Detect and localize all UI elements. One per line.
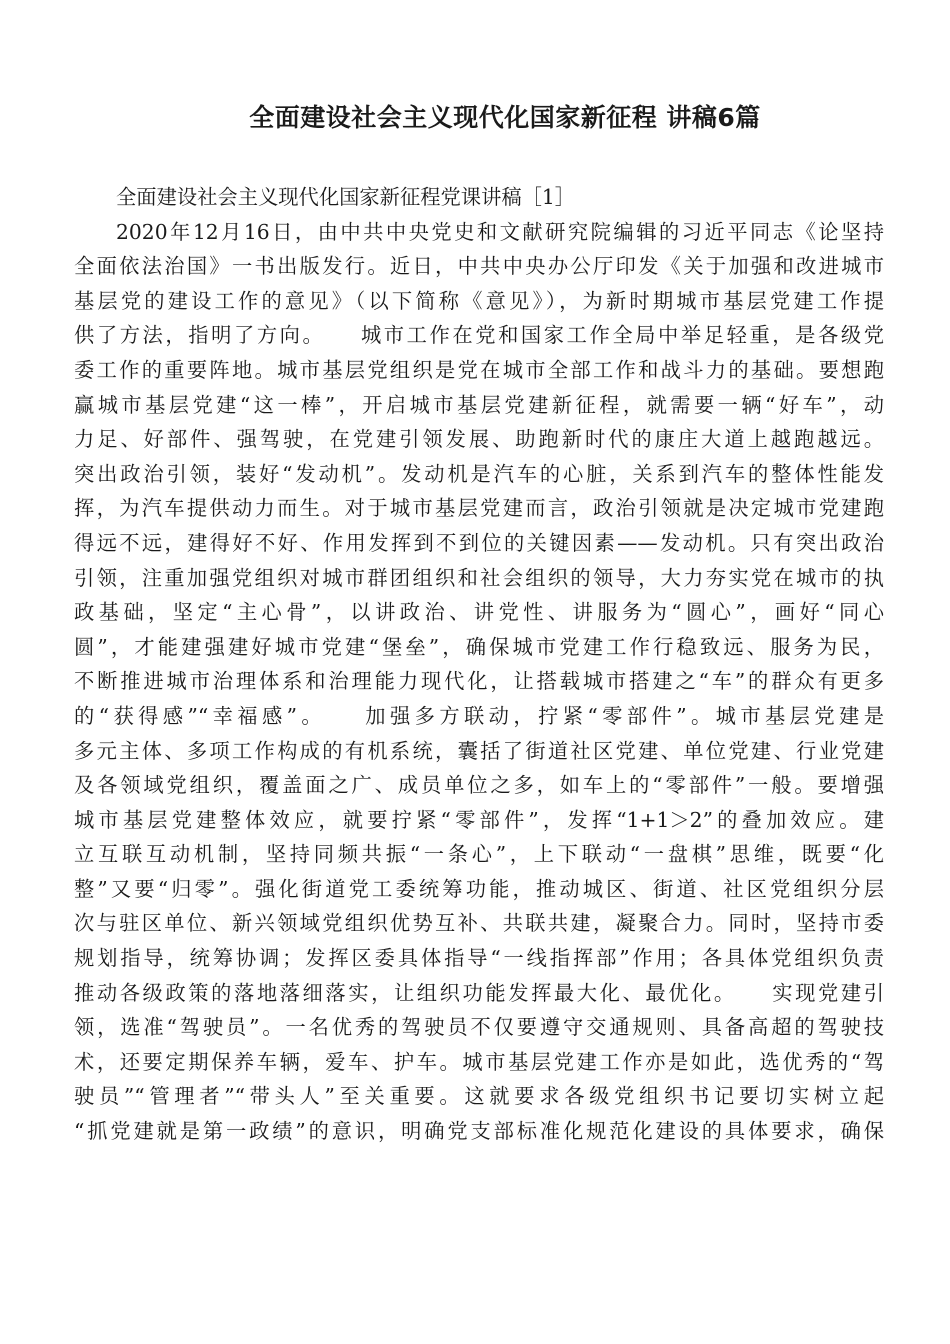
body-line: 全面依法治国》一书出版发行。近日，中共中央办公厅印发《关于加强和改进城市 xyxy=(74,254,884,279)
body-line: 供了方法，指明了方向。 城市工作在党和国家工作全局中举足轻重，是各级党 xyxy=(74,323,884,348)
body-line: 及各领域党组织，覆盖面之广、成员单位之多，如车上的“零部件”一般。要增强 xyxy=(74,773,884,798)
body-line: 力足、好部件、强驾驶，在党建引领发展、助跑新时代的康庄大道上越跑越远。 xyxy=(74,427,884,452)
body-line: 突出政治引领，装好“发动机”。发动机是汽车的心脏，关系到汽车的整体性能发 xyxy=(74,461,884,486)
body-line: 城市基层党建整体效应，就要拧紧“零部件”，发挥“1+1＞2”的叠加效应。建 xyxy=(74,807,884,832)
body-line: 引领，注重加强党组织对城市群团组织和社会组织的领导，大力夯实党在城市的执 xyxy=(74,565,884,590)
body-line: 次与驻区单位、新兴领域党组织优势互补、共联共建，凝聚合力。同时，坚持市委 xyxy=(74,911,884,936)
body-line: 圆”，才能建强建好城市党建“堡垒”，确保城市党建工作行稳致远、服务为民， xyxy=(74,634,884,659)
body-line: 政基础，坚定“主心骨”，以讲政治、讲党性、讲服务为“圆心”，画好“同心 xyxy=(74,600,884,625)
body-line: 推动各级政策的落地落细落实，让组织功能发挥最大化、最优化。 实现党建引 xyxy=(74,980,884,1005)
body-line: 不断推进城市治理体系和治理能力现代化，让搭载城市搭建之“车”的群众有更多 xyxy=(74,669,884,694)
document-title: 全面建设社会主义现代化国家新征程 讲稿6篇 xyxy=(249,103,761,132)
section-heading: 全面建设社会主义现代化国家新征程党课讲稿［1］ xyxy=(116,185,576,209)
body-line: 术，还要定期保养车辆，爱车、护车。城市基层党建工作亦是如此，选优秀的“驾 xyxy=(74,1049,884,1074)
body-line: 2020年12月16日，由中共中央党史和文献研究院编辑的习近平同志《论坚持 xyxy=(116,219,884,244)
body-line: 领，选准“驾驶员”。一名优秀的驾驶员不仅要遵守交通规则、具备高超的驾驶技 xyxy=(74,1015,884,1040)
body-line: 多元主体、多项工作构成的有机系统，囊括了街道社区党建、单位党建、行业党建 xyxy=(74,738,884,763)
body-line: 驶员”“管理者”“带头人”至关重要。这就要求各级党组织书记要切实树立起 xyxy=(74,1084,884,1109)
body-line: 赢城市基层党建“这一棒”，开启城市基层党建新征程，就需要一辆“好车”，动 xyxy=(74,392,884,417)
body-line: 整”又要“归零”。强化街道党工委统筹功能，推动城区、街道、社区党组织分层 xyxy=(74,876,884,901)
body-line: “抓党建就是第一政绩”的意识，明确党支部标准化规范化建设的具体要求，确保 xyxy=(74,1119,884,1144)
body-line: 得远不远，建得好不好、作用发挥到不到位的关键因素——发动机。只有突出政治 xyxy=(74,530,884,555)
body-line: 委工作的重要阵地。城市基层党组织是党在城市全部工作和战斗力的基础。要想跑 xyxy=(74,357,884,382)
document-body xyxy=(74,180,884,1149)
body-line: 的“获得感”“幸福感”。 加强多方联动，拧紧“零部件”。城市基层党建是 xyxy=(74,703,884,728)
body-line: 规划指导，统筹协调；发挥区委具体指导“一线指挥部”作用；各具体党组织负责 xyxy=(74,946,884,971)
body-line: 立互联互动机制，坚持同频共振“一条心”，上下联动“一盘棋”思维，既要“化 xyxy=(74,842,884,867)
body-line: 挥，为汽车提供动力而生。对于城市基层党建而言，政治引领就是决定城市党建跑 xyxy=(74,496,884,521)
body-line: 基层党的建设工作的意见》（以下简称《意见》），为新时期城市基层党建工作提 xyxy=(74,288,884,313)
